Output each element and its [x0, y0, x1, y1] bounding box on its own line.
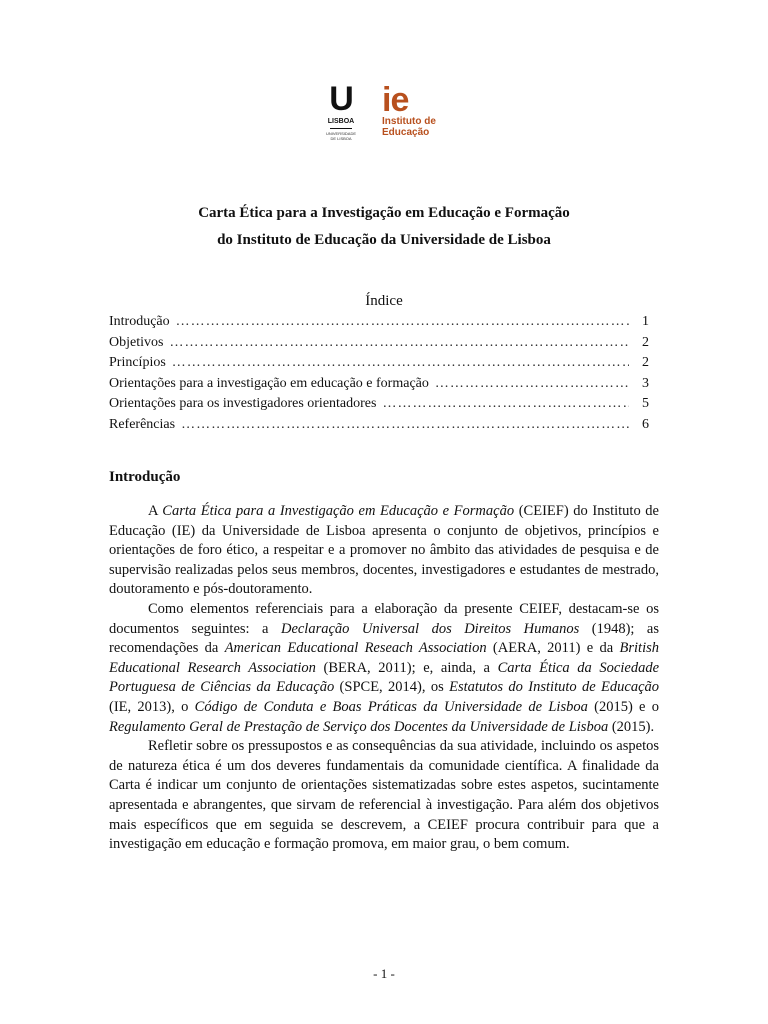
paragraph: Refletir sobre os pressupostos e as consequências da sua atividade, incluindo os aspetos de natureza ética é um dos deveres fundamentais da comunidade científica. A finalidade da Carta é indicar um conjunto de orientações sistematizadas sobre estes aspetos, sucintamente apresentada e abrangentes, que sirvam de referencial à investigação. Para além dos objetivos mais específicos que em seguida se descrevem, a CEIEF procura contribuir para que a investigação em educação e formação promova, em maior grau, o bem comum. — [109, 738, 659, 853]
ulisboa-logo: U LISBOA UNIVERSIDADE DE LISBOA — [326, 80, 357, 141]
body-text — [109, 502, 659, 855]
toc-item[interactable]: Referências ……………………………………………………………………………………………………………………………………… 6 — [109, 417, 649, 438]
section-heading: Introdução — [109, 469, 181, 485]
toc-item[interactable]: Princípios ……………………………………………………………………………………………………………………………………… 2 — [109, 355, 649, 376]
paragraph: Como elementos referenciais para a elaboração da presente CEIEF, destacam-se os documentos seguintes: a Declaração Universal dos Direitos Humanos (1948); as recomendações da American Educational Reseach Association (AERA, 2011) e da British Educational Research Association (BERA, 2011); e, ainda, a Carta Ética da Sociedade Portuguesa de Ciências da Educação (SPCE, 2014), os Estatutos do Instituto de Educação (IE, 2013), o Código de Conduta e Boas Práticas da Universidade de Lisboa (2015) e o Regulamento Geral de Prestação de Serviço dos Docentes da Universidade de Lisboa (2015). — [109, 600, 660, 735]
ie-logo: ie Instituto de Educação — [382, 81, 436, 138]
toc-heading: Índice — [365, 293, 403, 309]
toc-item[interactable]: Orientações para a investigação em educação e formação ……………………………………………………………………………………………………………………………………… 3 — [109, 376, 649, 397]
header-logos — [320, 82, 460, 152]
table-of-contents — [109, 314, 649, 437]
document-title-line1: Carta Ética para a Investigação em Educação e Formação — [198, 205, 570, 221]
toc-item[interactable]: Introdução ……………………………………………………………………………………………………………………………………… 1 — [109, 314, 649, 335]
paragraph: A Carta Ética para a Investigação em Educação e Formação (CEIEF) do Instituto de Educação (IE) da Universidade de Lisboa apresenta o conjunto de objetivos, princípios e orientações de foro ético, a respeitar e a promover no âmbito das atividades de pesquisa e de supervisão realizadas pelos seus membros, docentes, investigadores e estudantes de mestrado, doutoramento e pós-doutoramento. — [109, 503, 659, 598]
page-number: - 1 - — [373, 966, 395, 981]
document-title-line2: do Instituto de Educação da Universidade de Lisboa — [217, 232, 551, 248]
toc-item[interactable]: Objetivos ……………………………………………………………………………………………………………………………………… 2 — [109, 335, 649, 356]
toc-item[interactable]: Orientações para os investigadores orientadores ……………………………………………………………………………………………………………………………………… 5 — [109, 396, 649, 417]
